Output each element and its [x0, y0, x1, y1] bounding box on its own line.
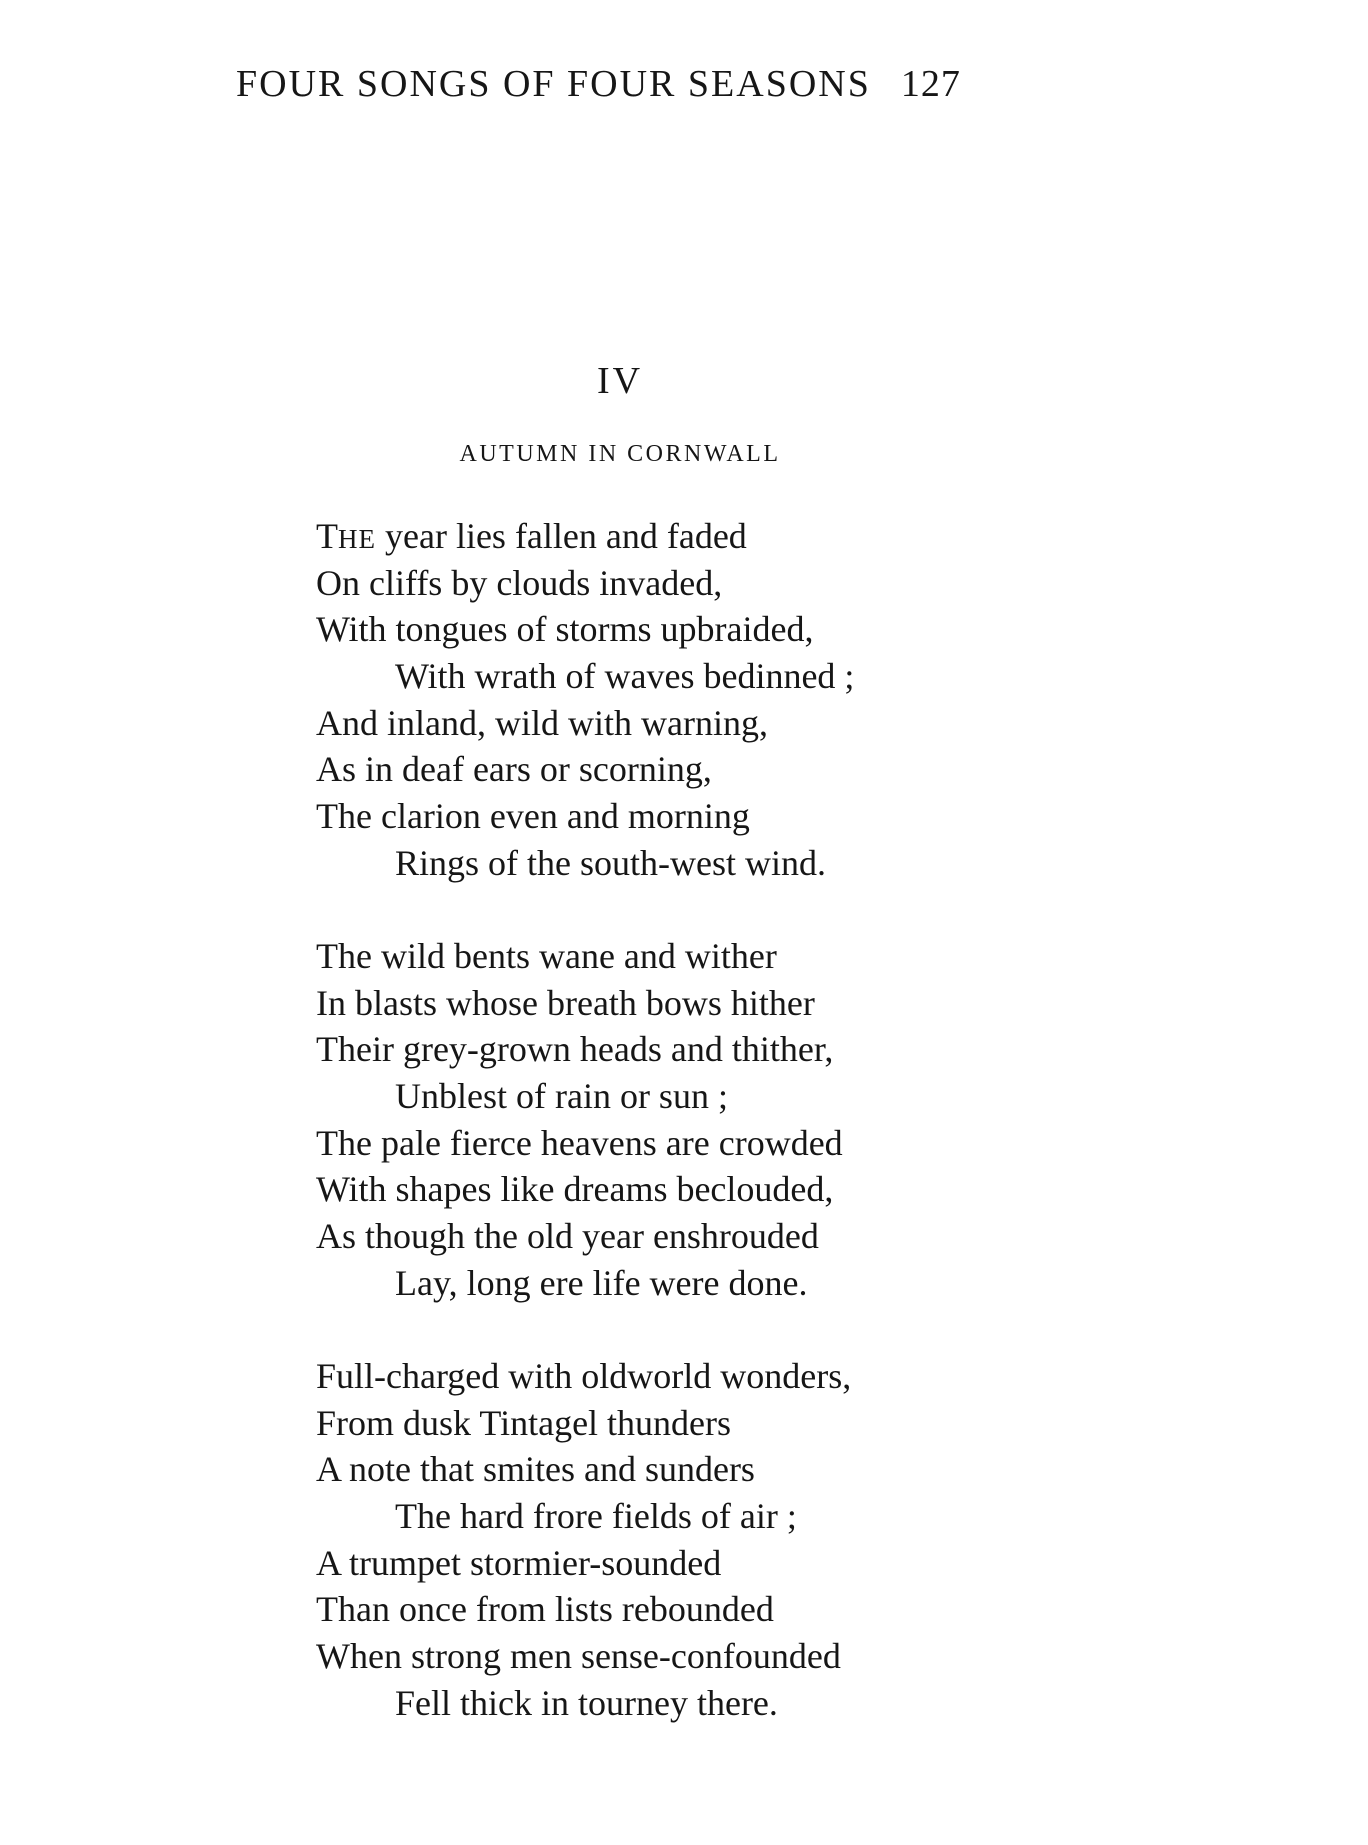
poem-line: With tongues of storms upbraided, [316, 609, 814, 650]
poem-line: Lay, long ere life were done. [395, 1262, 808, 1303]
section-number: IV [596, 360, 644, 402]
poem-line: The clarion even and morning [316, 796, 750, 837]
poem-line: The wild bents wane and wither [316, 936, 777, 976]
poem-line: With shapes like dreams beclouded, [316, 1169, 834, 1210]
poem-line [316, 513, 854, 560]
poem-line: From dusk Tintagel thunders [316, 1402, 732, 1443]
stanza-3 [316, 1353, 851, 1727]
poem-line: When strong men sense-confounded [316, 1636, 841, 1677]
page-number: 127 [900, 63, 961, 105]
poem-line: As though the old year enshrouded [316, 1216, 819, 1257]
poem-line: With wrath of waves bedinned ; [395, 656, 855, 697]
poem-line: A note that smites and sunders [316, 1449, 755, 1490]
running-head-title: FOUR SONGS OF FOUR SEASONS [236, 63, 871, 105]
poem-line: The pale fierce heavens are crowded [316, 1122, 843, 1163]
poem-line: The hard frore fields of air ; [395, 1496, 797, 1537]
poem-line: Than once from lists rebounded [316, 1589, 774, 1630]
poem-line: In blasts whose breath bows hither [316, 982, 815, 1023]
poem-line: Rings of the south-west wind. [395, 842, 826, 883]
poem-line: Their grey-grown heads and thither, [316, 1029, 834, 1070]
poem-line: As in deaf ears or scorning, [316, 749, 712, 790]
poem-line: Unblest of rain or sun ; [395, 1076, 728, 1117]
poem-line: Fell thick in tourney there. [395, 1682, 778, 1723]
stanza-2 [316, 933, 843, 1307]
opening-line-rest: year lies fallen and faded [376, 516, 747, 556]
poem-line: A trumpet stormier-sounded [316, 1542, 722, 1583]
opening-small-caps: HE [338, 524, 376, 554]
poem-line: On cliffs by clouds invaded, [316, 562, 723, 603]
poem-line: Full-charged with oldworld wonders, [316, 1356, 852, 1396]
opening-letter: T [316, 516, 338, 556]
poem-line: And inland, wild with warning, [316, 702, 768, 743]
poem-title: AUTUMN IN CORNWALL [459, 441, 781, 467]
stanza-1 [316, 513, 854, 887]
running-head [236, 58, 961, 110]
